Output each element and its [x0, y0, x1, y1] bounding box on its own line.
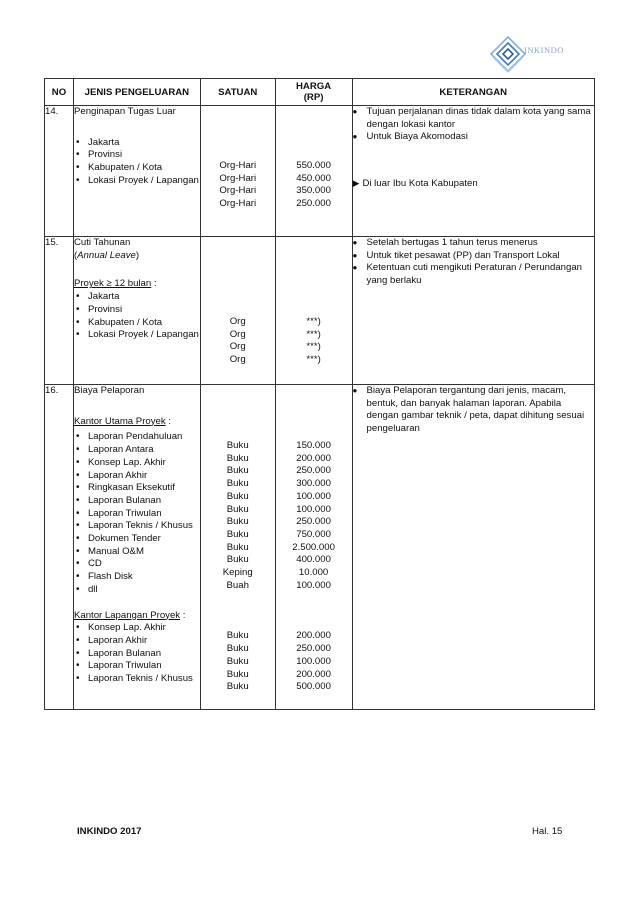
group-label-colon: :	[151, 278, 157, 290]
unit-value: Buku	[226, 541, 249, 553]
list-item: • Ringkasan Eksekutif	[74, 482, 200, 495]
header-no: NO	[45, 79, 74, 106]
row-keterangan	[352, 385, 594, 710]
row-title: Biaya Pelaporan	[73, 385, 145, 396]
arrow-note	[353, 177, 594, 191]
unit-value: Buku	[226, 554, 249, 566]
table-header-row	[45, 79, 595, 106]
table-row	[45, 385, 595, 710]
list-item: • Flash Disk	[74, 571, 200, 584]
list-item: • Dokumen Tender	[74, 533, 200, 546]
price-value: 250.000	[296, 465, 331, 477]
row-number: 14.	[45, 106, 74, 237]
price-value: 100.000	[296, 579, 331, 591]
header-jenis: JENIS PENGELUARAN	[73, 79, 200, 106]
note-list	[353, 106, 594, 144]
unit-value: Buku	[226, 478, 249, 490]
list-item: • Laporan Antara	[74, 444, 200, 457]
list-item: • Laporan Triwulan	[74, 660, 200, 673]
row-description	[73, 385, 200, 710]
price-value: 200.000	[296, 630, 331, 642]
footer-publisher: INKINDO 2017	[77, 826, 142, 837]
unit-value: Buku	[226, 516, 249, 528]
list-item: • Laporan Akhir	[74, 470, 200, 483]
logo-mark-icon	[488, 34, 528, 76]
row-keterangan	[352, 106, 594, 237]
unit-value: Buku	[226, 452, 249, 464]
list-item: • Jakarta	[74, 137, 200, 150]
price-value: ***)	[306, 341, 321, 353]
table-row	[45, 106, 595, 237]
price-value: 100.000	[296, 655, 331, 667]
unit-value: Buku	[226, 630, 249, 642]
price-value: ***)	[306, 328, 321, 340]
list-item: • dll	[74, 584, 200, 597]
unit-value: Buah	[226, 579, 249, 591]
group-label-colon: :	[165, 415, 172, 427]
unit-value: Buku	[226, 440, 249, 451]
price-value: ***)	[306, 354, 321, 366]
header-harga-line1: HARGA	[296, 81, 332, 92]
list-item: • Laporan Teknis / Khusus	[74, 520, 200, 533]
price-value: 10.000	[298, 567, 329, 579]
table-row	[45, 237, 595, 385]
unit-value: Buku	[226, 465, 249, 477]
item-list	[74, 137, 200, 188]
header-satuan: SATUAN	[200, 79, 275, 106]
note-list	[353, 237, 594, 288]
list-item: • Laporan Bulanan	[74, 495, 200, 508]
list-item: • Konsep Lap. Akhir	[74, 457, 200, 470]
row-title: Cuti Tahunan	[73, 237, 131, 248]
header-keterangan: KETERANGAN	[352, 79, 594, 106]
price-value: 300.000	[296, 478, 331, 490]
note-item: ● Tujuan perjalanan dinas tidak dalam kota yang sama dengan lokasi kantor	[353, 106, 594, 131]
row-description	[73, 237, 200, 385]
list-item: • CD	[74, 558, 200, 571]
group-label-text: Kantor Lapangan Proyek	[73, 609, 181, 621]
list-item: • Konsep Lap. Akhir	[74, 622, 200, 635]
subtitle-close: )	[135, 249, 140, 261]
row-subtitle	[74, 250, 200, 263]
list-item: • Manual O&M	[74, 546, 200, 559]
unit-value: Org-Hari	[219, 198, 257, 210]
row-harga	[275, 385, 352, 710]
unit-value: Buku	[226, 681, 249, 693]
price-value: 400.000	[296, 554, 331, 566]
group-label	[74, 278, 200, 291]
arrow-note-text: Di luar Ibu Kota Kabupaten	[362, 178, 478, 190]
row-title: Penginapan Tugas Luar	[73, 106, 176, 117]
list-item: • Lokasi Proyek / Lapangan	[74, 329, 200, 342]
price-value: 150.000	[296, 440, 331, 451]
price-value: 450.000	[296, 172, 331, 184]
item-list	[74, 622, 200, 686]
row-harga	[275, 237, 352, 385]
list-item: • Laporan Teknis / Khusus	[74, 673, 200, 686]
row-satuan	[200, 237, 275, 385]
row-harga	[275, 106, 352, 237]
unit-value: Buku	[226, 643, 249, 655]
price-value: 100.000	[296, 490, 331, 502]
logo-text: INKINDO	[524, 45, 564, 55]
price-value: 200.000	[296, 452, 331, 464]
arrow-right-icon: ▶	[352, 178, 360, 189]
subtitle-text: Annual Leave	[77, 249, 136, 261]
price-value: 100.000	[296, 503, 331, 515]
row-number: 15.	[45, 237, 74, 385]
unit-value: Buku	[226, 668, 249, 680]
note-item: ● Biaya Pelaporan tergantung dari jenis, macam, bentuk, dan banyak halaman laporan. Apabila dengan gambar teknik / peta, dapat dihitung sesuai pengeluaran	[353, 385, 594, 436]
price-value: 250.000	[296, 516, 331, 528]
group-label-text: Kantor Utama Proyek	[73, 415, 166, 427]
list-item: • Kabupaten / Kota	[74, 317, 200, 330]
price-value: 200.000	[296, 668, 331, 680]
note-item: ● Ketentuan cuti mengikuti Peraturan / Perundangan yang berlaku	[353, 262, 594, 287]
list-item: • Kabupaten / Kota	[74, 162, 200, 175]
unit-value: Org-Hari	[219, 172, 257, 184]
row-satuan	[200, 385, 275, 710]
unit-value: Buku	[226, 528, 249, 540]
row-description	[73, 106, 200, 237]
group-label	[74, 416, 200, 429]
unit-value: Buku	[226, 503, 249, 515]
unit-value: Org	[229, 316, 246, 327]
price-value: 350.000	[296, 185, 331, 197]
note-list	[353, 385, 594, 436]
row-keterangan	[352, 237, 594, 385]
note-item: ● Setelah bertugas 1 tahun terus menerus	[353, 237, 594, 250]
list-item: • Lokasi Proyek / Lapangan	[74, 175, 200, 188]
price-value: 750.000	[296, 528, 331, 540]
list-item: • Laporan Pendahuluan	[74, 431, 200, 444]
price-value: 250.000	[296, 198, 331, 210]
price-value: 550.000	[296, 160, 331, 171]
unit-value: Buku	[226, 490, 249, 502]
list-item: • Laporan Triwulan	[74, 508, 200, 521]
list-item: • Laporan Bulanan	[74, 648, 200, 661]
price-value: 500.000	[296, 681, 331, 693]
row-number: 16.	[45, 385, 74, 710]
inkindo-logo	[488, 34, 588, 76]
list-item: • Provinsi	[74, 149, 200, 162]
price-value: 2.500.000	[292, 541, 335, 553]
group-label-text: Proyek ≥ 12 bulan	[73, 278, 152, 290]
unit-value: Keping	[222, 567, 253, 579]
unit-value: Org	[229, 328, 246, 340]
group-label-colon: :	[180, 609, 186, 621]
list-item: • Provinsi	[74, 304, 200, 317]
header-harga-line2: (RP)	[303, 92, 324, 103]
header-harga	[275, 79, 352, 106]
list-item: • Laporan Akhir	[74, 635, 200, 648]
row-satuan	[200, 106, 275, 237]
unit-value: Org-Hari	[219, 160, 257, 171]
unit-value: Org-Hari	[219, 185, 257, 197]
note-item: ● Untuk Biaya Akomodasi	[353, 131, 594, 144]
price-value: 250.000	[296, 643, 331, 655]
note-item: ● Untuk tiket pesawat (PP) dan Transport Lokal	[353, 250, 594, 263]
list-item: • Jakarta	[74, 291, 200, 304]
cost-table	[44, 78, 595, 710]
subtitle-open: (	[73, 249, 78, 261]
unit-value: Org	[229, 341, 246, 353]
footer-page-number: Hal. 15	[532, 826, 563, 837]
item-list	[74, 291, 200, 342]
unit-value: Buku	[226, 655, 249, 667]
item-list	[74, 431, 200, 596]
group-label	[74, 610, 200, 623]
unit-value: Org	[229, 354, 246, 366]
price-value: ***)	[306, 316, 321, 327]
